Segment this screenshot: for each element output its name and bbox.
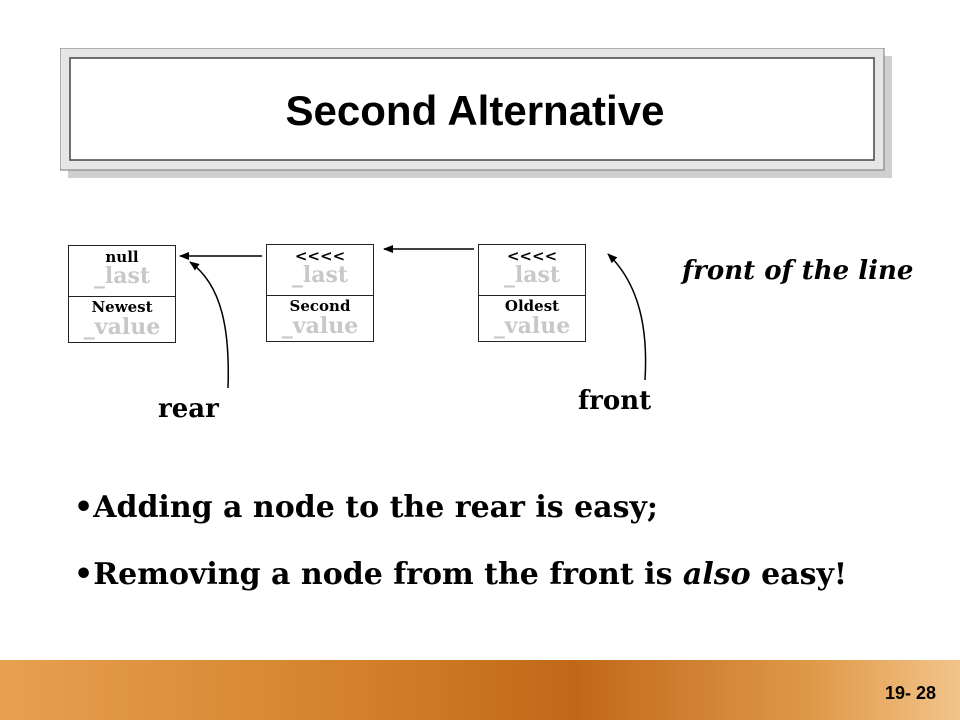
last-field-tag: _last: [291, 262, 349, 288]
front-pointer-arrow: [608, 254, 646, 380]
node-name: Second: [289, 297, 351, 315]
rear-pointer-arrow: [190, 262, 228, 388]
slide-title: Second Alternative: [285, 87, 665, 134]
front-label: front: [578, 386, 652, 416]
value-field-tag: _value: [83, 314, 161, 340]
bullet-text: Adding a node to the rear is easy;: [93, 490, 659, 525]
node-pointer: null: [105, 248, 139, 266]
bullet-emphasis: also: [682, 557, 751, 592]
value-field-tag: _value: [493, 313, 571, 339]
page-number: 19- 28: [884, 683, 936, 703]
bullet-text-end: easy!: [750, 557, 848, 592]
bullet-marker: •: [74, 490, 94, 525]
last-field-tag: _last: [93, 263, 151, 289]
bullet-item: [74, 490, 658, 525]
node-name: Newest: [91, 298, 153, 316]
front-of-line-label: front of the line: [682, 256, 914, 286]
footer-band: [0, 660, 960, 720]
value-field-tag: _value: [281, 313, 359, 339]
bullet-item: [74, 557, 847, 592]
bullet-marker: •: [74, 557, 94, 592]
node-pointer: <<<<: [294, 247, 346, 265]
bullet-text: Removing a node from the front is: [93, 557, 683, 592]
rear-label: rear: [158, 394, 219, 424]
node-name: Oldest: [504, 297, 560, 315]
last-field-tag: _last: [503, 262, 561, 288]
node-pointer: <<<<: [506, 247, 558, 265]
